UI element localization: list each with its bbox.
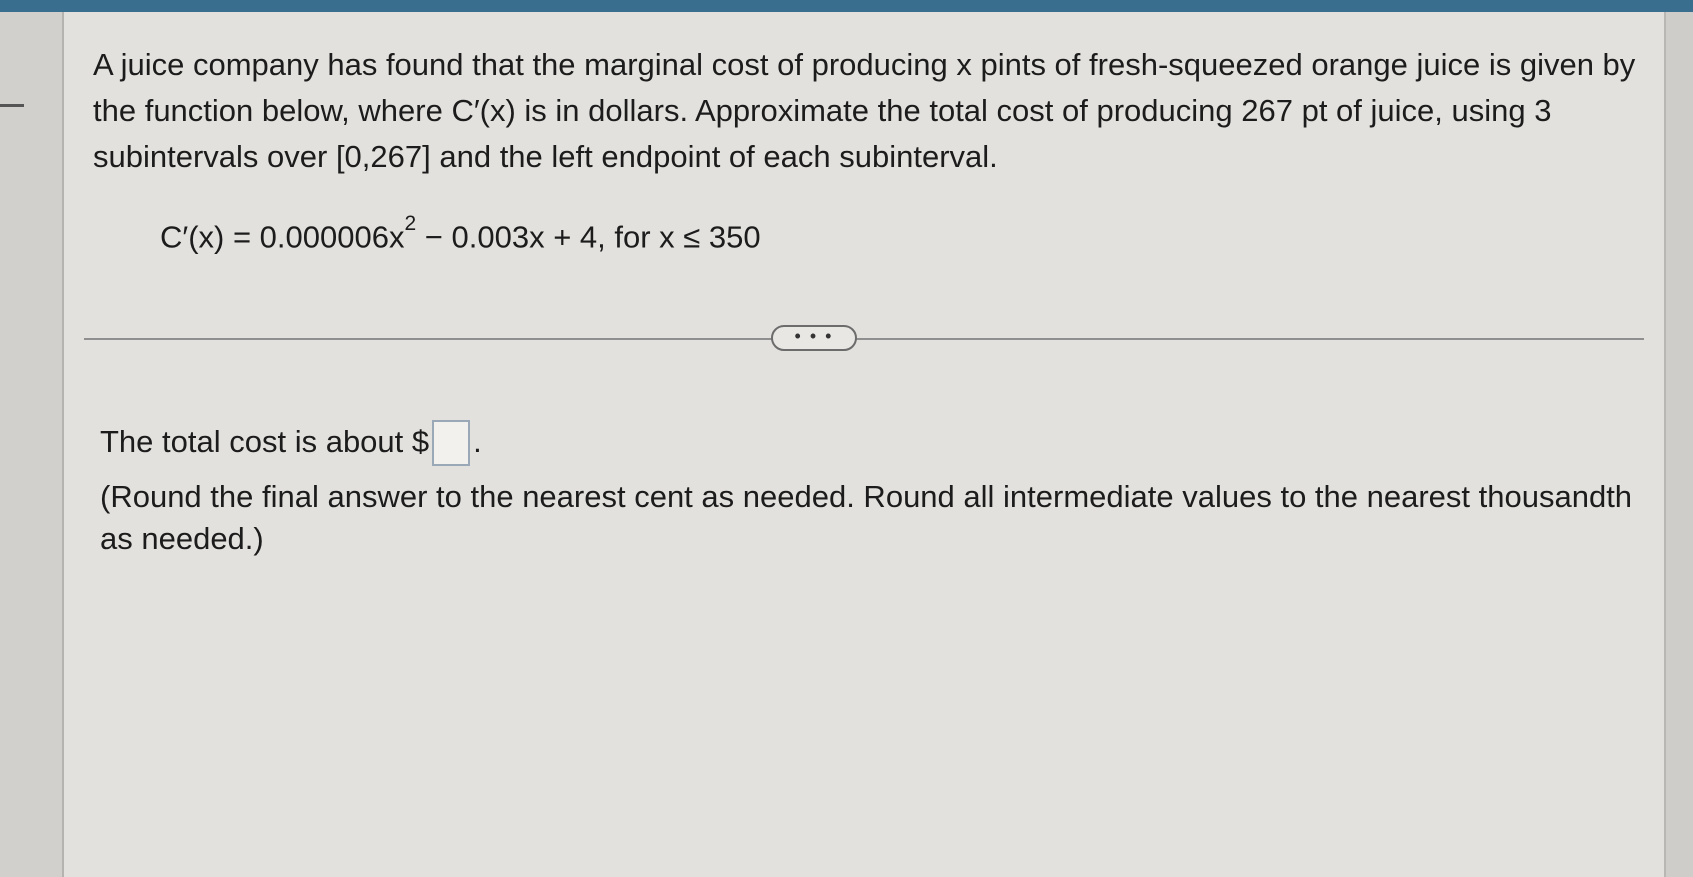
show-more-button[interactable]: • • • xyxy=(771,325,857,351)
rounding-instruction: (Round the final answer to the nearest cent as needed. Round all intermediate values to the nearest thousandth as needed.) xyxy=(100,479,1633,556)
top-bar xyxy=(0,0,1693,12)
left-gutter xyxy=(0,12,64,877)
answer-prefix: The total cost is about $ xyxy=(100,424,430,459)
formula-lhs: C′(x) = 0.000006x xyxy=(160,219,405,255)
question-text: A juice company has found that the marginal cost of producing x pints of fresh-squeezed orange juice is given by the function below, where C′(x) is in dollars. Approximate the total cost of producing 267 pt of juice, using 3 subintervals over [0,267] and the left endpoint of each subinterval. xyxy=(93,47,1636,174)
answer-line xyxy=(100,420,482,466)
formula-rhs: − 0.003x + 4, for x ≤ 350 xyxy=(416,219,761,255)
gutter-marker-icon xyxy=(0,104,24,107)
answer-input[interactable] xyxy=(432,420,470,466)
answer-suffix: . xyxy=(473,424,482,459)
section-divider xyxy=(84,338,1644,340)
marginal-cost-formula xyxy=(160,212,761,255)
formula-exponent: 2 xyxy=(404,212,417,235)
right-edge xyxy=(1664,12,1693,877)
